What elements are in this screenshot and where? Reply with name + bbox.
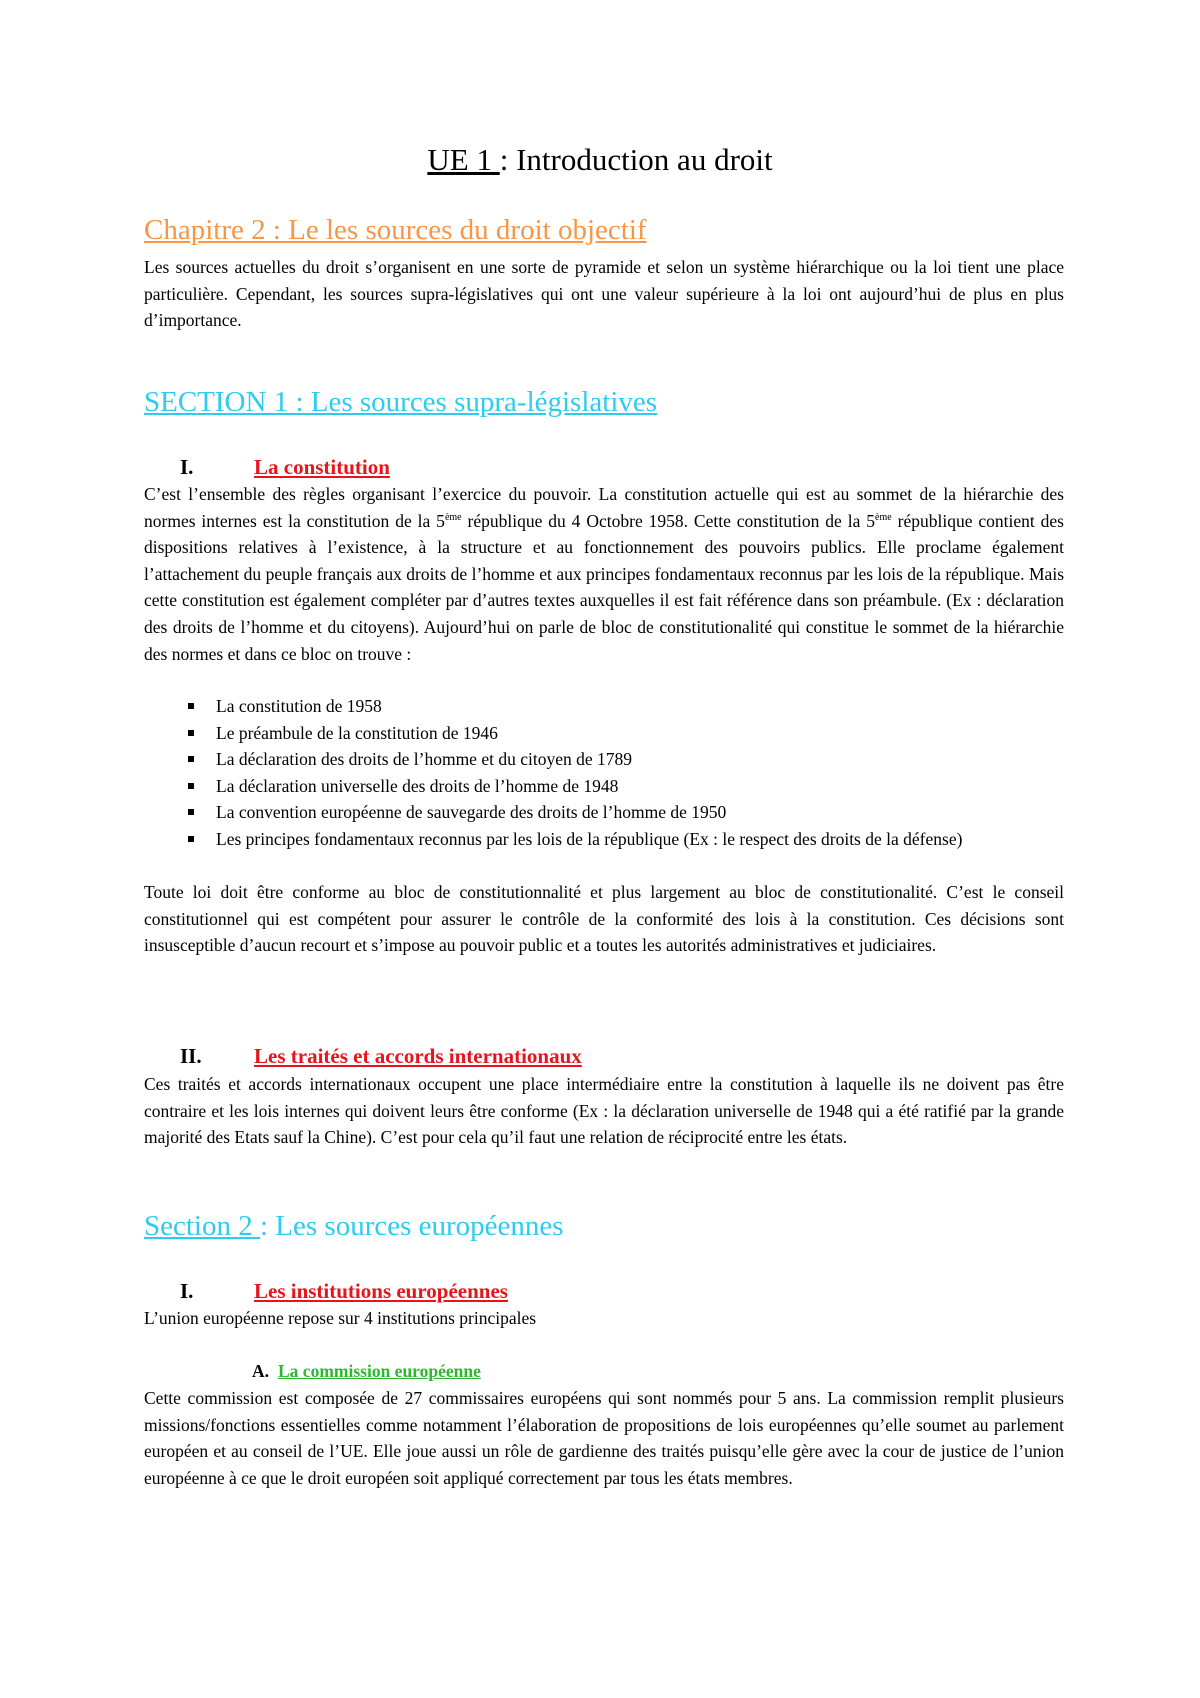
- constitution-paragraph: [144, 481, 1064, 667]
- list-item: La déclaration des droits de l’homme et du citoyen de 1789: [144, 746, 1064, 773]
- heading-traites: [180, 1042, 582, 1070]
- constitution-text-2: république du 4 Octobre 1958. Cette constitution de la 5: [461, 510, 876, 531]
- list-item: Le préambule de la constitution de 1946: [144, 720, 1064, 747]
- constitution-text-3: république contient des dispositions relatives à l’existence, à la structure et au fonctionnement des pouvoirs publics. Elle proclame également l’attachement du peuple français aux droits de l’homme et aux principes fondamentaux reconnus par les lois de la république. Mais cette constitution est également compléter par d’autres textes auxquelles il est fait référence dans son préambule. (Ex : déclaration des droits de l’homme et du citoyens). Aujourd’hui on parle de bloc de constitutionalité qui constitue le sommet de la hiérarchie des normes et dans ce bloc on trouve :: [144, 510, 1064, 664]
- bloc-constitutionnalite-list: [144, 693, 1064, 853]
- intro-paragraph: Les sources actuelles du droit s’organisent en une sorte de pyramide et selon un système hiérarchique ou la loi tient une place particulière. Cependant, les sources supra-législatives qui ont une valeur supérieure à la loi ont aujourd’hui de plus en plus d’importance.: [144, 257, 1064, 331]
- institutions-paragraph: L’union européenne repose sur 4 institutions principales: [144, 1308, 537, 1328]
- heading-title: La constitution: [254, 455, 390, 479]
- heading-number: II.: [180, 1044, 202, 1068]
- subheading-number: A.: [252, 1361, 270, 1381]
- superscript-1: ème: [444, 511, 462, 523]
- chapter-heading: Chapitre 2 : Le les sources du droit objectif: [144, 214, 647, 246]
- document-title-rest: : Introduction au droit: [499, 142, 773, 177]
- commission-paragraph: Cette commission est composée de 27 commissaires européens qui sont nommés pour 5 ans. La commission remplit plusieurs missions/fonctions essentielles comme notamment l’élaboration de propositions de lois européennes qu’elle soumet au parlement européen et au conseil de l’UE. Elle joue aussi un rôle de gardienne des traités puisqu’elle gère avec la cour de justice de l’union européenne à ce que le droit européen soit appliqué correctement par tous les états membres.: [144, 1388, 1064, 1488]
- document-title: [0, 140, 1200, 180]
- list-item: La constitution de 1958: [144, 693, 1064, 720]
- constitution-after-paragraph: Toute loi doit être conforme au bloc de constitutionnalité et plus largement au bloc de constitutionalité. C’est le conseil constitutionnel qui est compétent pour assurer le contrôle de la conformité des lois à la constitution. Ces décisions sont insusceptible d’aucun recourt et s’impose au pouvoir public et a toutes les autorités administratives et judiciaires.: [144, 882, 1064, 956]
- list-item: La déclaration universelle des droits de l’homme de 1948: [144, 773, 1064, 800]
- heading-number: I.: [180, 455, 194, 479]
- subheading-title: La commission européenne: [278, 1361, 481, 1381]
- traites-paragraph: Ces traités et accords internationaux occupent une place intermédiaire entre la constitution à laquelle ils ne doivent pas être contraire et les lois internes qui doivent leurs être conforme (Ex : la déclaration universelle de 1948 qui a été ratifié par la grande majorité des Etats sauf la Chine). C’est pour cela qu’il faut une relation de réciprocité entre les états.: [144, 1074, 1064, 1148]
- section-2-prefix: Section 2: [144, 1210, 260, 1242]
- list-item: La convention européenne de sauvegarde des droits de l’homme de 1950: [144, 799, 1064, 826]
- heading-title: Les institutions européennes: [254, 1279, 508, 1303]
- heading-number: I.: [180, 1279, 194, 1303]
- heading-institutions: [180, 1277, 508, 1305]
- subheading-commission: [252, 1358, 481, 1384]
- document-title-prefix: UE 1: [427, 142, 500, 177]
- section-1-label: SECTION 1 : Les sources supra-législatives: [144, 386, 658, 418]
- section-2-heading: [144, 1208, 564, 1244]
- heading-title: Les traités et accords internationaux: [254, 1044, 582, 1068]
- constitution-text-1: C’est l’ensemble des règles organisant l’exercice du pouvoir. La constitution actuelle qui est au sommet de la hiérarchie des normes internes est la constitution de la 5: [144, 484, 1064, 531]
- list-item: Les principes fondamentaux reconnus par les lois de la république (Ex : le respect des droits de la défense): [144, 826, 1064, 853]
- heading-constitution: [180, 453, 390, 481]
- section-1-heading: [144, 384, 657, 420]
- superscript-2: ème: [875, 511, 892, 523]
- section-2-rest: : Les sources européennes: [260, 1210, 564, 1242]
